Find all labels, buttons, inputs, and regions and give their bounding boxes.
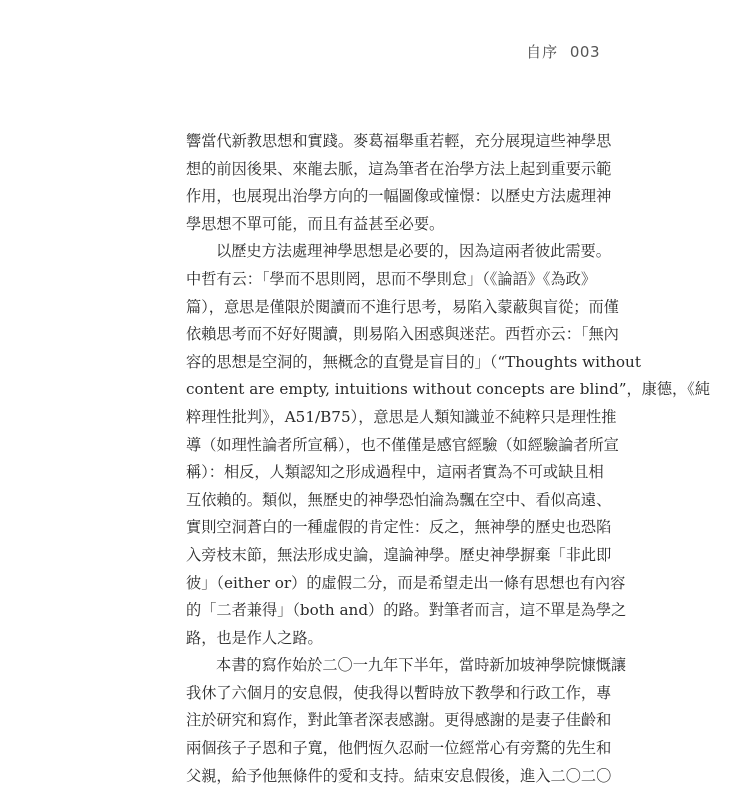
- text-line: 作用，也展現出治學方向的一幅圖像或憧憬：以歷史方法處理神: [186, 187, 612, 206]
- text-line: 入旁枝末節，無法形成史論，遑論神學。歷史神學摒棄「非此即: [186, 545, 612, 564]
- text-line: 實則空洞蒼白的一種虛假的肯定性：反之，無神學的歷史也恐陷: [186, 518, 612, 537]
- text-line: 粹理性批判》，A51/B75），意思是人類知識並不純粹只是理性推: [186, 407, 617, 426]
- text-line: 容的思想是空洞的，無概念的直覺是盲目的」（“Thoughts without: [186, 352, 641, 371]
- text-line: 彼」（either or）的虛假二分，而是希望走出一條有思想也有內容: [186, 573, 626, 592]
- page-number: 003: [569, 43, 600, 61]
- text-line: 兩個孩子子恩和子寬，他們恆久忍耐一位經常心有旁騖的先生和: [186, 739, 612, 758]
- text-line: 篇），意思是僅限於閱讀而不進行思考，易陷入蒙蔽與盲從；而僅: [186, 297, 619, 316]
- text-line: 響當代新教思想和實踐。麥葛福舉重若輕，充分展現這些神學思: [186, 132, 612, 150]
- text-line: 本書的寫作始於二〇一九年下半年，當時新加坡神學院慷慨讓: [216, 656, 627, 675]
- text-line: 依賴思考而不好好閱讀，則易陷入困惑與迷茫。西哲亦云：「無內: [186, 325, 619, 344]
- text-line: 導（如理性論者所宣稱），也不僅僅是感官經驗（如經驗論者所宣: [186, 435, 619, 454]
- text-line: 中哲有云：「學而不思則罔，思而不學則怠」（《論語》《為政》: [186, 269, 597, 288]
- text-line: 以歷史方法處理神學思想是必要的，因為這兩者彼此需要。: [216, 242, 611, 261]
- text-line: 學思想不單可能，而且有益甚至必要。: [186, 214, 445, 233]
- text-line: 稱）：相反，人類認知之形成過程中，這兩者實為不可或缺且相: [186, 463, 604, 482]
- text-line: 父親，給予他無條件的愛和支持。結束安息假後，進入二〇二〇: [186, 766, 612, 785]
- text-line: 想的前因後果、來龍去脈，這為筆者在治學方法上起到重要示範: [186, 159, 612, 178]
- text-line: content are empty, intuitions without concepts are blind”，康德，《純: [186, 380, 711, 399]
- chapter-title: 自序: [526, 43, 559, 61]
- text-line: 我休了六個月的安息假，使我得以暫時放下教學和行政工作，專: [186, 683, 612, 702]
- text-line: 注於研究和寫作，對此筆者深表感謝。更得感謝的是妻子佳齡和: [186, 711, 612, 730]
- running-header: [526, 41, 600, 62]
- body-text: [186, 128, 711, 790]
- text-line: 的「二者兼得」（both and）的路。對筆者而言，這不單是為學之: [186, 601, 627, 620]
- text-line: 互依賴的。類似，無歷史的神學恐怕淪為飄在空中、看似高遠、: [186, 490, 612, 509]
- text-line: 路，也是作人之路。: [186, 628, 323, 647]
